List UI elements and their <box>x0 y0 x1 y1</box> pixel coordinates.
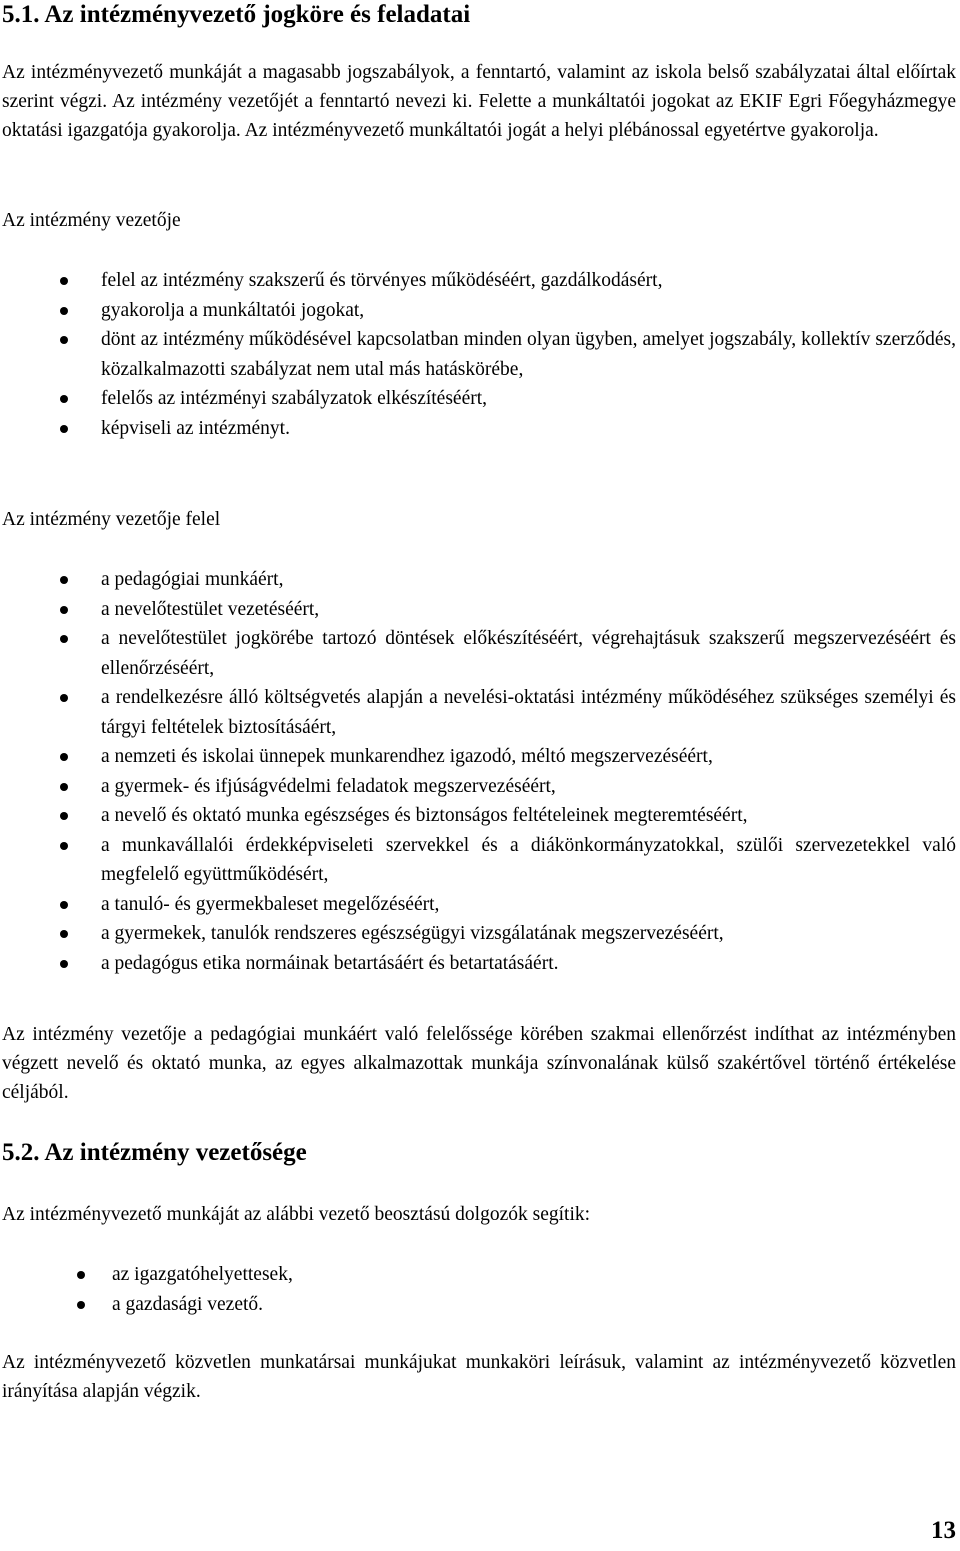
bullet-icon <box>60 812 68 820</box>
bullet-icon <box>60 753 68 761</box>
bullet-icon <box>60 606 68 614</box>
leader-duties-list <box>2 266 956 443</box>
bullet-icon <box>60 930 68 938</box>
section-closing-paragraph: Az intézmény vezetője a pedagógiai munkáért való felelőssége körében szakmai ellenőrzést indíthat az intézményben végzett nevelő és oktató munka, az egyes alkalmazottak munkája színvonalának külső szakértővel történő értékelése céljából. <box>2 1024 956 1103</box>
list-item: a rendelkezésre álló költségvetés alapján a nevelési-oktatási intézmény működéséhez szükséges személyi és tárgyi feltételek biztosításáért, <box>2 683 956 742</box>
bullet-icon <box>60 694 68 702</box>
list-item: a nemzeti és iskolai ünnepek munkarendhez igazodó, méltó megszervezéséért, <box>2 742 956 772</box>
bullet-icon <box>60 960 68 968</box>
list-item: a gazdasági vezető. <box>2 1290 956 1320</box>
bullet-icon <box>60 783 68 791</box>
list-item: a tanuló- és gyermekbaleset megelőzéséért, <box>2 890 956 920</box>
list-item: a nevelőtestület vezetéséért, <box>2 595 956 625</box>
list-item: a gyermekek, tanulók rendszeres egészségügyi vizsgálatának megszervezéséért, <box>2 919 956 949</box>
bullet-icon <box>60 395 68 403</box>
list-item: gyakorolja a munkáltatói jogokat, <box>2 296 956 326</box>
list-item: felel az intézmény szakszerű és törvényes működéséért, gazdálkodásért, <box>2 266 956 296</box>
list1-intro: Az intézmény vezetője <box>2 210 181 231</box>
section-heading-5-1: 5.1. Az intézményvezető jogköre és feladatai <box>2 1 471 28</box>
list-item: dönt az intézmény működésével kapcsolatban minden olyan ügyben, amelyet jogszabály, kollektív szerződés, közalkalmazotti szabályzat nem utal más hatáskörébe, <box>2 325 956 384</box>
list-item: a pedagógiai munkáért, <box>2 565 956 595</box>
bullet-icon <box>60 635 68 643</box>
bullet-icon <box>60 842 68 850</box>
bullet-icon <box>60 576 68 584</box>
list-item: felelős az intézményi szabályzatok elkészítéséért, <box>2 384 956 414</box>
section-intro-paragraph: Az intézményvezető munkáját a magasabb jogszabályok, a fenntartó, valamint az iskola belső szabályzatai által előírtak szerint végzi. Az intézmény vezetőjét a fenntartó nevezi ki. Felette a munkáltatói jogokat az EKIF Egri Főegyházmegye oktatási igazgatója gyakorolja. Az intézményvezető munkáltatói jogát a helyi plébánossal egyetértve gyakorolja. <box>2 62 956 141</box>
list-item: a nevelő és oktató munka egészséges és biztonságos feltételeinek megteremtéséért, <box>2 801 956 831</box>
section-heading-5-2: 5.2. Az intézmény vezetősége <box>2 1139 307 1166</box>
list-item: az igazgatóhelyettesek, <box>2 1260 956 1290</box>
list-item: a nevelőtestület jogkörébe tartozó döntések előkészítéséért, végrehajtásuk szakszerű megszervezéséért és ellenőrzéséért, <box>2 624 956 683</box>
bullet-icon <box>60 277 68 285</box>
page-number: 13 <box>931 1517 956 1544</box>
list-item: képviseli az intézményt. <box>2 414 956 444</box>
bullet-icon <box>60 307 68 315</box>
bullet-icon <box>60 425 68 433</box>
bullet-icon <box>77 1271 85 1279</box>
list-item: a pedagógus etika normáinak betartásáért és betartatásáért. <box>2 949 956 979</box>
list-item: a gyermek- és ifjúságvédelmi feladatok megszervezéséért, <box>2 772 956 802</box>
section2-closing: Az intézményvezető közvetlen munkatársai munkájukat munkaköri leírásuk, valamint az intézményvezető közvetlen irányítása alapján végzik. <box>2 1352 956 1402</box>
leadership-list <box>2 1260 956 1319</box>
bullet-icon <box>77 1301 85 1309</box>
section2-intro: Az intézményvezető munkáját az alábbi vezető beosztású dolgozók segítik: <box>2 1204 591 1225</box>
bullet-icon <box>60 336 68 344</box>
bullet-icon <box>60 901 68 909</box>
list-item: a munkavállalói érdekképviseleti szervekkel és a diákönkormányzatokkal, szülői szervezetekkel való megfelelő együttműködésért, <box>2 831 956 890</box>
list2-intro: Az intézmény vezetője felel <box>2 509 221 530</box>
leader-responsibilities-list <box>2 565 956 978</box>
